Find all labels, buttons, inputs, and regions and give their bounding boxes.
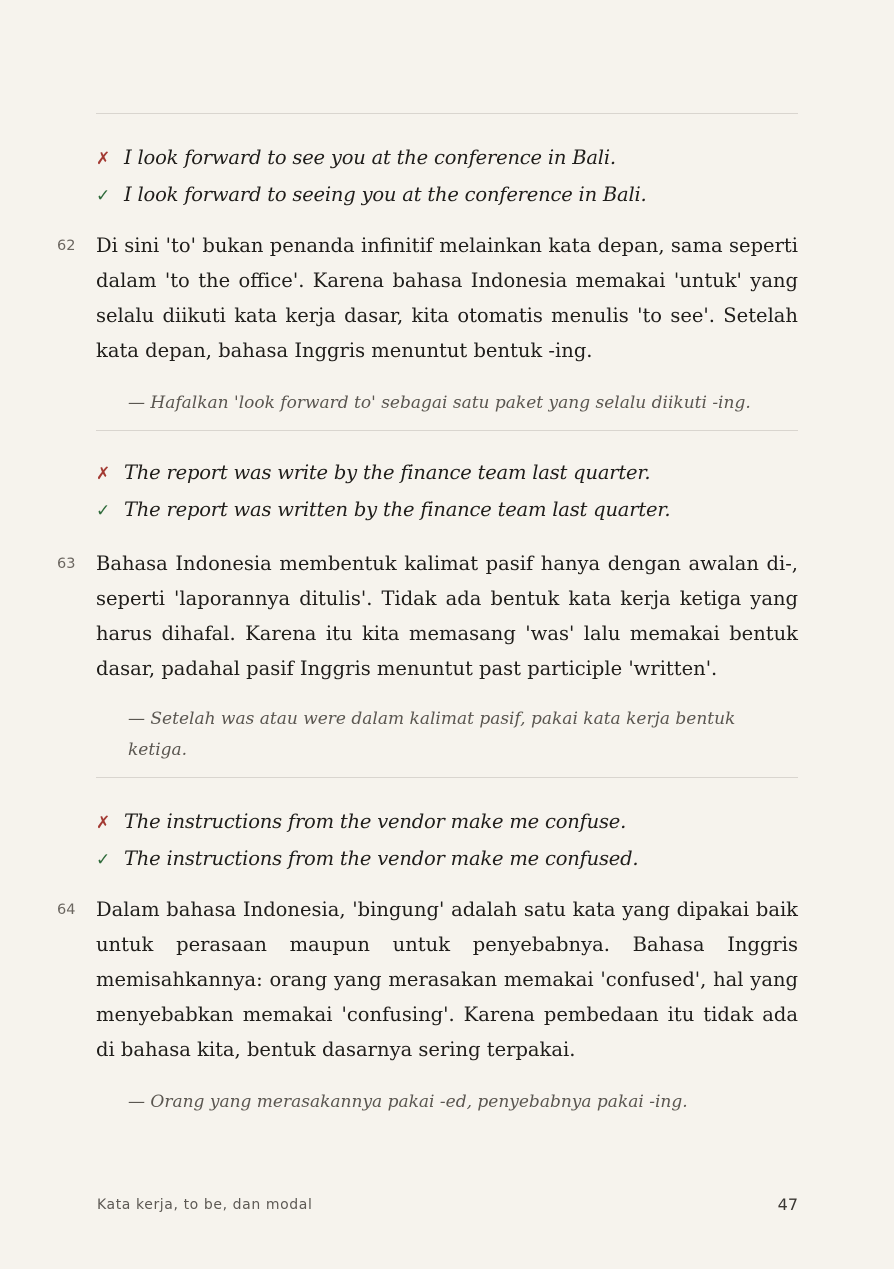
page-content [57, 0, 798, 1269]
wrong-sentence: The report was write by the finance team last quarter. [124, 461, 651, 484]
check-icon: ✓ [96, 186, 111, 206]
explanation-paragraph: Dalam bahasa Indonesia, 'bingung' adalah satu kata yang dipakai baik untuk perasaan maupun untuk penyebabnya. Bahasa Inggris memisahkannya: orang yang merasakan memakai 'confused', hal yang menyebabkan memakai 'confusing'. Karena pembedaan itu tidak ada di bahasa kita, bentuk dasarnya sering terpakai. [96, 898, 798, 1061]
chapter-title: Kata kerja, to be, dan modal [97, 1197, 313, 1213]
tip-note: — Setelah was atau were dalam kalimat pasif, pakai kata kerja bentuk ketiga. [128, 709, 736, 760]
correct-sentence: The report was written by the finance team last quarter. [124, 498, 671, 521]
wrong-sentence: I look forward to see you at the conference in Bali. [124, 146, 616, 169]
wrong-example [96, 808, 798, 836]
check-icon: ✓ [96, 850, 111, 870]
cross-icon: ✗ [96, 813, 111, 833]
wrong-example [96, 459, 798, 487]
correct-example [96, 845, 798, 873]
entry-number: 63 [57, 556, 76, 572]
tip-note: — Hafalkan 'look forward to' sebagai satu paket yang selalu diikuti -ing. [128, 393, 751, 413]
cross-icon: ✗ [96, 464, 111, 484]
divider [96, 777, 798, 778]
divider [96, 113, 798, 114]
cross-icon: ✗ [96, 149, 111, 169]
page-number: 47 [777, 1195, 798, 1214]
correct-example [96, 181, 798, 209]
check-icon: ✓ [96, 501, 111, 521]
wrong-sentence: The instructions from the vendor make me confuse. [124, 810, 627, 833]
explanation-paragraph: Bahasa Indonesia membentuk kalimat pasif hanya dengan awalan di-, seperti 'laporannya ditulis'. Tidak ada bentuk kata kerja ketiga yang harus dihafal. Karena itu kita memasang 'was' lalu memakai bentuk dasar, padahal pasif Inggris menuntut past participle 'written'. [96, 552, 798, 680]
explanation-paragraph: Di sini 'to' bukan penanda infinitif melainkan kata depan, sama seperti dalam 'to the office'. Karena bahasa Indonesia memakai 'untuk' yang selalu diikuti kata kerja dasar, kita otomatis menulis 'to see'. Setelah kata depan, bahasa Inggris menuntut bentuk -ing. [96, 234, 798, 362]
correct-sentence: I look forward to seeing you at the conference in Bali. [124, 183, 647, 206]
correct-example [96, 496, 798, 524]
tip-note: — Orang yang merasakannya pakai -ed, penyebabnya pakai -ing. [128, 1092, 688, 1112]
entry-number: 62 [57, 238, 76, 254]
correct-sentence: The instructions from the vendor make me confused. [124, 847, 639, 870]
wrong-example [96, 144, 798, 172]
entry-number: 64 [57, 902, 76, 918]
divider [96, 430, 798, 431]
